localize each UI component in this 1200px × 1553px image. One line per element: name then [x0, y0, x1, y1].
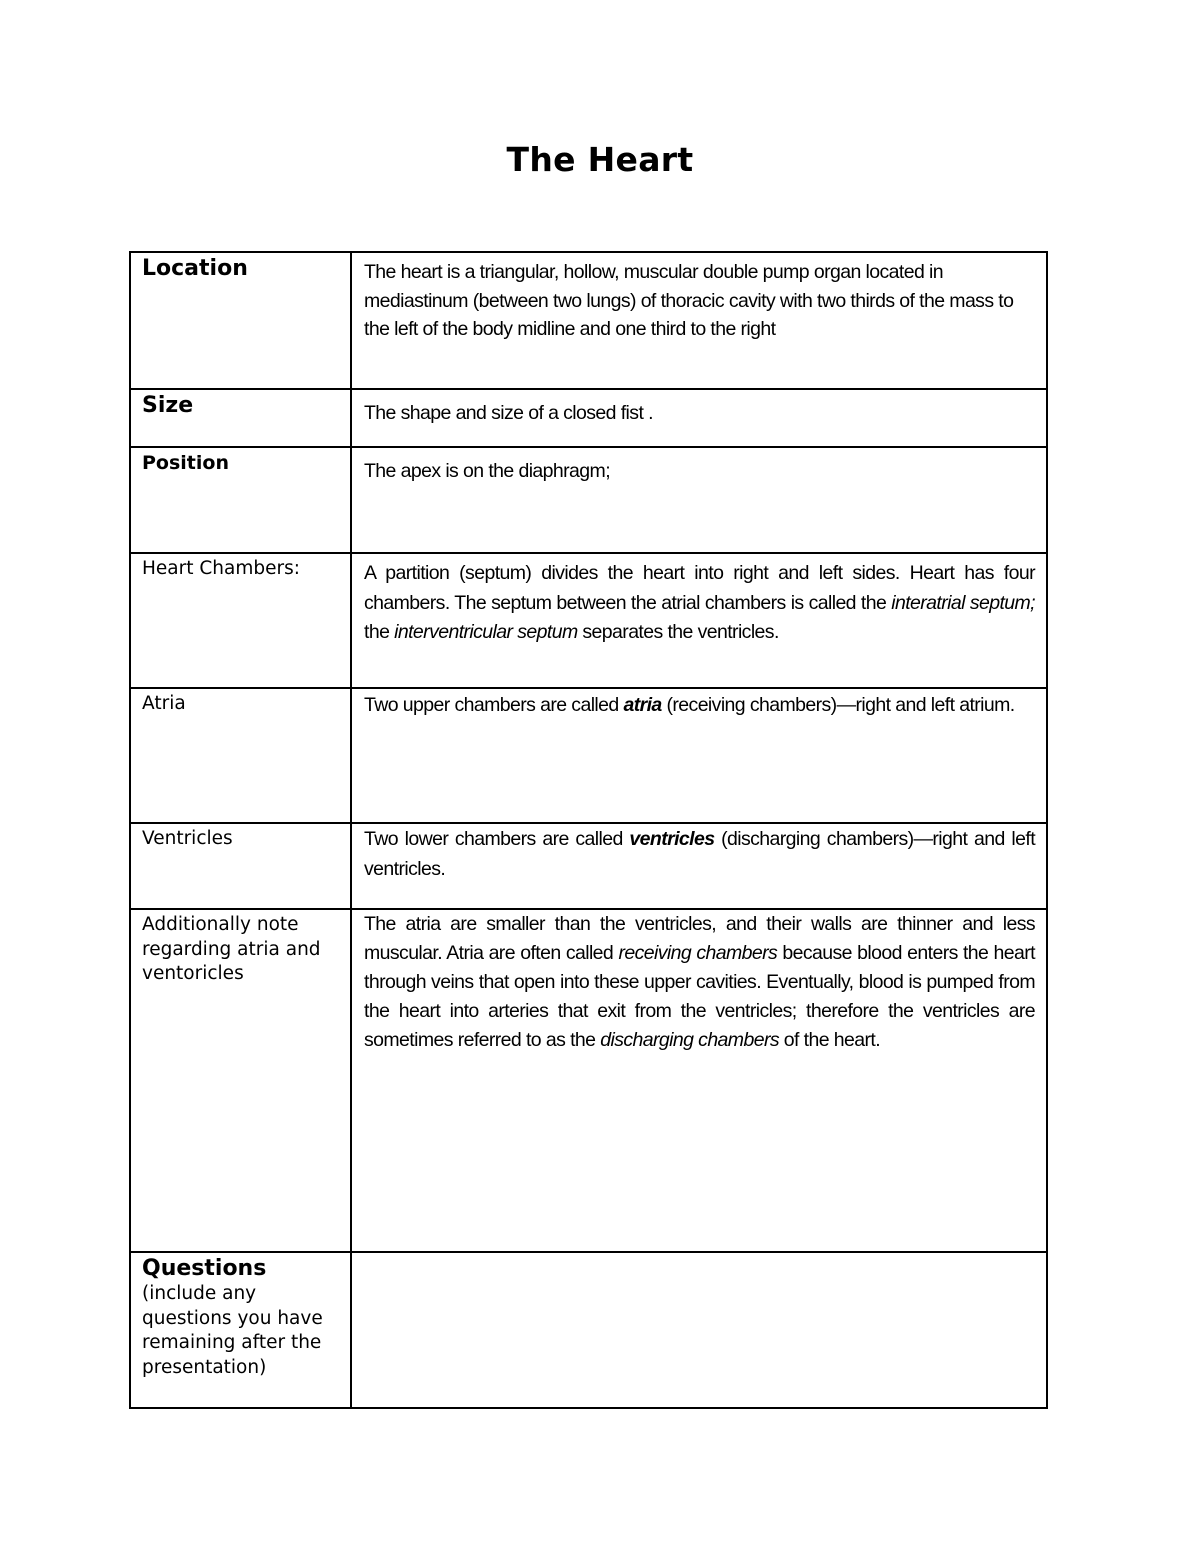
document-title: The Heart	[506, 140, 694, 179]
table-row-atria	[130, 688, 1047, 823]
chambers-text-1: A partition (septum) divides the heart into right and left sides. Heart has four chambers. The septum between the atrial chambers is called the	[364, 562, 1035, 614]
table-row-chambers	[130, 553, 1047, 688]
atria-em: atria	[623, 694, 662, 716]
table-row-position	[130, 447, 1047, 553]
additional-em-1: receiving chambers	[618, 942, 778, 964]
table-row-size	[130, 389, 1047, 447]
atria-text-1: Two upper chambers are called	[364, 694, 624, 716]
atria-text-2: (receiving chambers)—right and left atrium.	[661, 694, 1015, 716]
questions-answer-field[interactable]	[351, 1252, 1047, 1408]
ventricles-em: ventricles	[629, 828, 715, 850]
questions-note: (include any questions you have remaining after the presentation)	[142, 1283, 323, 1378]
size-text	[351, 389, 1047, 447]
ventricles-label: Ventricles	[130, 823, 351, 909]
chambers-label: Heart Chambers:	[130, 553, 351, 688]
additional-text-2: because blood enters the heart through veins that open into these upper cavities. Eventually, blood is pumped from the heart into arteries that exit from the ventricles; therefore the ventricles are sometimes referred to as the	[364, 942, 1035, 1051]
chambers-text	[351, 553, 1047, 688]
chambers-em-1: interatrial septum;	[891, 591, 1035, 614]
questions-label: Questions	[142, 1256, 267, 1281]
additional-text	[351, 909, 1047, 1252]
additional-label: Additionally note regarding atria and ventoricles	[130, 909, 351, 1252]
additional-em-2: discharging chambers	[600, 1029, 779, 1051]
table-row-ventricles	[130, 823, 1047, 909]
size-text-span: The shape and size of a closed fist .	[364, 402, 653, 424]
heart-notes-table	[129, 251, 1048, 1409]
questions-cell	[130, 1252, 351, 1408]
chambers-text-3: separates the ventricles.	[577, 621, 779, 643]
table-row-location	[130, 252, 1047, 389]
table-row-questions	[130, 1252, 1047, 1408]
position-text-span: The apex is on the diaphragm;	[364, 460, 611, 482]
chambers-em-2: interventricular septum	[394, 621, 578, 643]
ventricles-text-1: Two lower chambers are called	[364, 828, 630, 850]
ventricles-text	[351, 823, 1047, 909]
position-label: Position	[130, 447, 351, 553]
size-label: Size	[130, 389, 351, 447]
atria-text	[351, 688, 1047, 823]
atria-label: Atria	[130, 688, 351, 823]
ventricles-text-2: (discharging chambers)—right and left ventricles.	[364, 828, 1036, 880]
location-text: The heart is a triangular, hollow, muscular double pump organ located in mediastinum (between two lungs) of thoracic cavity with two thirds of the mass to the left of the body midline and one third to the right	[351, 252, 1047, 389]
additional-text-1: The atria are smaller than the ventricles, and their walls are thinner and less muscular. Atria are often called	[364, 913, 1035, 964]
location-label: Location	[130, 252, 351, 389]
chambers-text-2: the	[364, 621, 395, 643]
position-text	[351, 447, 1047, 553]
table-row-additional	[130, 909, 1047, 1252]
additional-text-3: of the heart.	[778, 1029, 881, 1051]
